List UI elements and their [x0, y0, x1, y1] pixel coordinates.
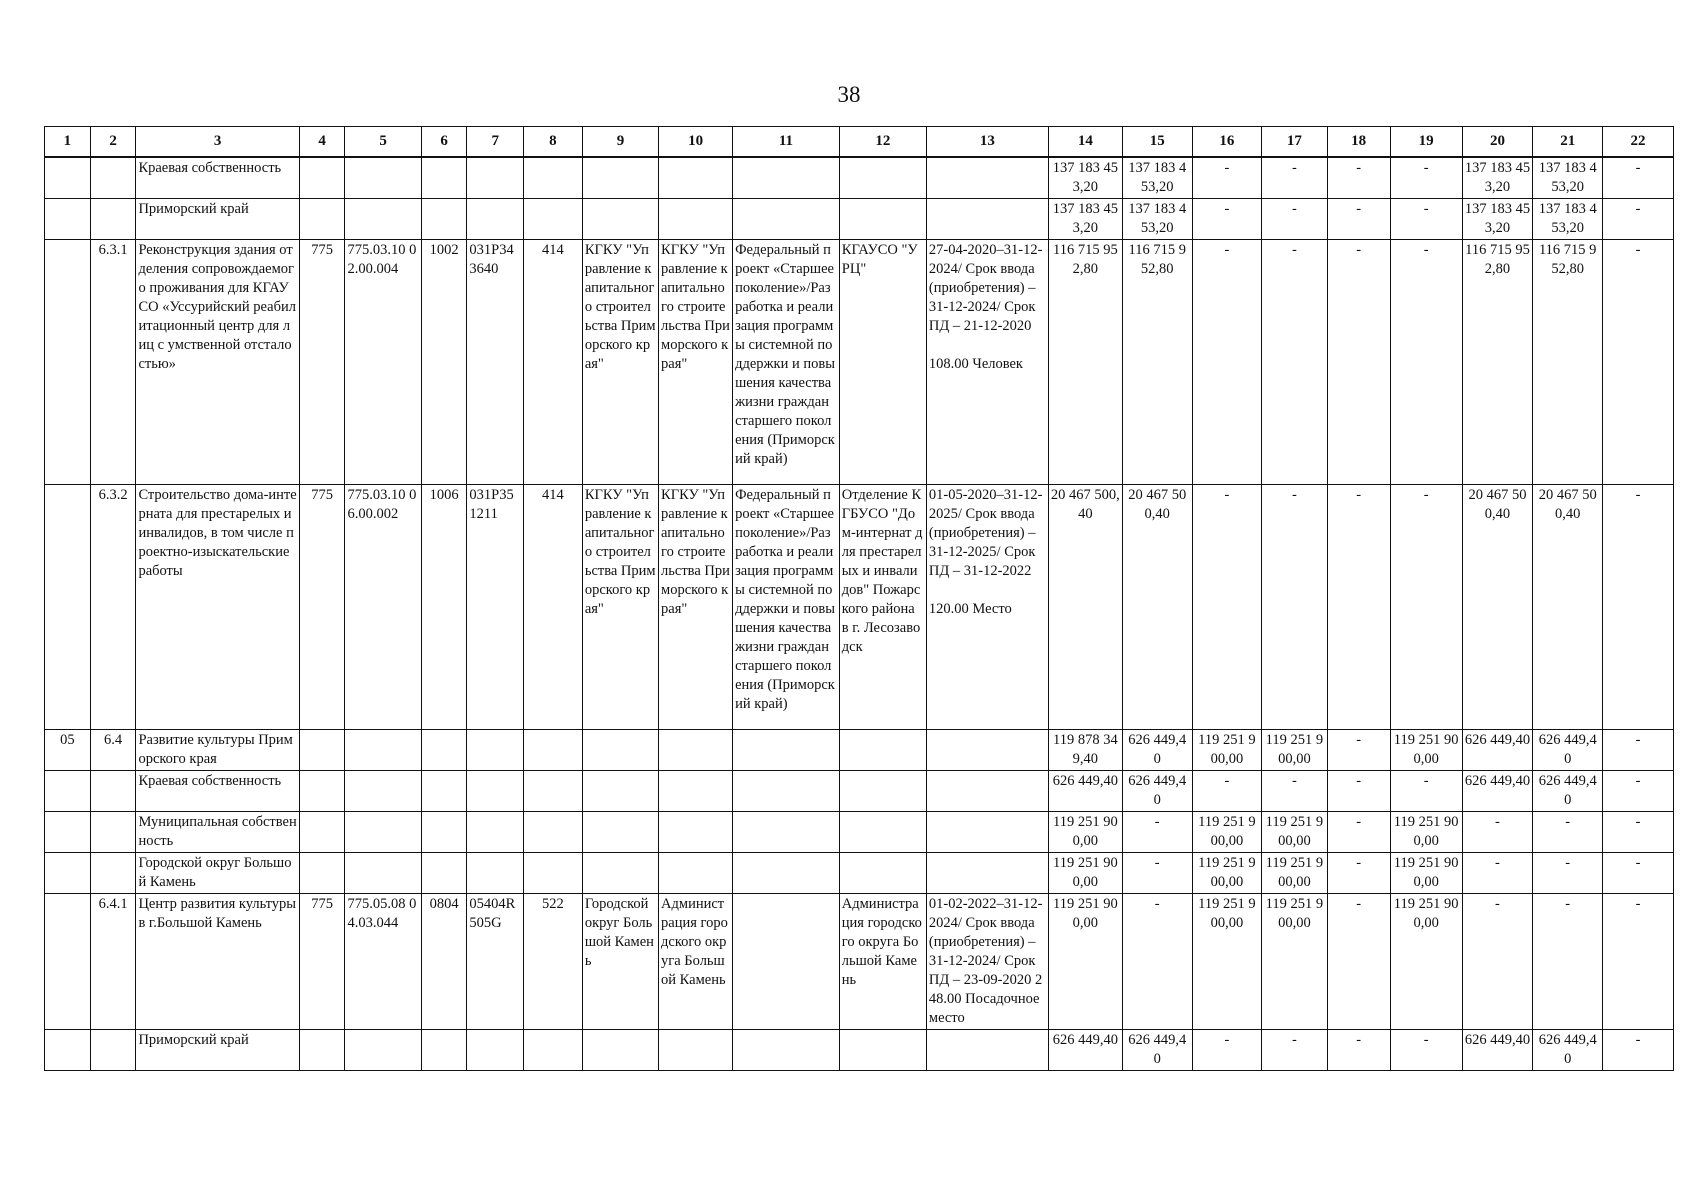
- table-cell: 626 449,40: [1122, 1030, 1192, 1071]
- table-cell: [659, 771, 733, 812]
- table-cell: -: [1327, 894, 1390, 1030]
- table-cell: -: [1327, 157, 1390, 199]
- column-header: 16: [1192, 127, 1262, 158]
- column-header: 4: [299, 127, 345, 158]
- table-cell: 119 251 900,00: [1048, 894, 1122, 1030]
- table-cell: [345, 771, 421, 812]
- table-cell: -: [1462, 894, 1533, 1030]
- table-cell: -: [1603, 771, 1674, 812]
- table-cell: 05404R 505G: [467, 894, 524, 1030]
- table-cell: [524, 157, 583, 199]
- table-cell: Городской округ Большой Камень: [582, 894, 658, 1030]
- table-cell: -: [1327, 812, 1390, 853]
- table-cell: [524, 771, 583, 812]
- table-cell: -: [1192, 1030, 1262, 1071]
- table-cell: -: [1327, 199, 1390, 240]
- table-cell: [659, 853, 733, 894]
- table-row: [45, 157, 1674, 199]
- table-cell: [733, 157, 840, 199]
- table-cell: [582, 771, 658, 812]
- table-cell: [467, 730, 524, 771]
- column-header: 7: [467, 127, 524, 158]
- table-cell: 01-02-2022–31-12-2024/ Срок ввода (приобретения) – 31-12-2024/ Срок ПД – 23-09-2020 248.00 Посадочное место: [926, 894, 1048, 1030]
- table-cell: [467, 1030, 524, 1071]
- table-cell: Центр развития культуры в г.Большой Камень: [136, 894, 299, 1030]
- table-cell: [926, 157, 1048, 199]
- column-header: 21: [1533, 127, 1603, 158]
- table-cell: Администрация городского округа Большой Камень: [839, 894, 926, 1030]
- table-cell: 775: [299, 485, 345, 730]
- table-cell: [421, 157, 467, 199]
- table-cell: 031P35 1211: [467, 485, 524, 730]
- table-cell: Приморский край: [136, 1030, 299, 1071]
- table-cell: -: [1603, 157, 1674, 199]
- table-row: [45, 240, 1674, 485]
- column-header: 22: [1603, 127, 1674, 158]
- table-cell: [524, 199, 583, 240]
- table-cell: [345, 730, 421, 771]
- column-header: 12: [839, 127, 926, 158]
- table-cell: [839, 199, 926, 240]
- table-cell: [90, 812, 136, 853]
- table-cell: 116 715 952,80: [1122, 240, 1192, 485]
- table-cell: -: [1192, 199, 1262, 240]
- table-cell: 137 183 453,20: [1122, 157, 1192, 199]
- table-cell: [299, 812, 345, 853]
- column-header: 9: [582, 127, 658, 158]
- table-cell: [926, 853, 1048, 894]
- column-header: 18: [1327, 127, 1390, 158]
- table-cell: 119 251 900,00: [1048, 812, 1122, 853]
- table-row: [45, 812, 1674, 853]
- table-cell: Федеральный проект «Старшее поколение»/Разработка и реализация программы системной поддержки и повышения качества жизни граждан старшего поколения (Приморский край): [733, 485, 840, 730]
- column-header: 17: [1262, 127, 1327, 158]
- data-table: [44, 126, 1674, 1071]
- column-header: 2: [90, 127, 136, 158]
- table-cell: Отделение КГБУСО "Дом-интернат для престарелых и инвалидов" Пожарского района в г. Лесозаводск: [839, 485, 926, 730]
- table-cell: 626 449,40: [1122, 730, 1192, 771]
- table-cell: 522: [524, 894, 583, 1030]
- table-cell: [90, 853, 136, 894]
- table-cell: [582, 157, 658, 199]
- table-cell: КГКУ "Управление капитального строительства Приморского края": [582, 485, 658, 730]
- table-cell: 626 449,40: [1533, 771, 1603, 812]
- table-cell: [421, 771, 467, 812]
- table-cell: Краевая собственность: [136, 157, 299, 199]
- table-cell: [524, 812, 583, 853]
- table-cell: [345, 157, 421, 199]
- table-cell: [733, 894, 840, 1030]
- table-cell: -: [1603, 853, 1674, 894]
- table-cell: 0804: [421, 894, 467, 1030]
- table-cell: 626 449,40: [1462, 730, 1533, 771]
- table-cell: [467, 157, 524, 199]
- table-cell: 116 715 952,80: [1048, 240, 1122, 485]
- table-cell: -: [1533, 812, 1603, 853]
- table-cell: -: [1262, 771, 1327, 812]
- table-cell: -: [1390, 240, 1462, 485]
- column-header: 10: [659, 127, 733, 158]
- table-cell: -: [1390, 771, 1462, 812]
- table-cell: [421, 1030, 467, 1071]
- table-cell: [524, 853, 583, 894]
- table-row: [45, 853, 1674, 894]
- table-cell: [659, 157, 733, 199]
- table-cell: 119 251 900,00: [1192, 894, 1262, 1030]
- table-cell: [90, 157, 136, 199]
- table-cell: 626 449,40: [1462, 1030, 1533, 1071]
- table-cell: [421, 730, 467, 771]
- table-row: [45, 771, 1674, 812]
- table-cell: -: [1603, 894, 1674, 1030]
- table-cell: [839, 157, 926, 199]
- table-cell: -: [1327, 730, 1390, 771]
- table-cell: [926, 771, 1048, 812]
- table-cell: КГКУ "Управление капитального строительства Приморского края": [659, 485, 733, 730]
- table-cell: 031P34 3640: [467, 240, 524, 485]
- table-cell: [299, 853, 345, 894]
- table-cell: [90, 1030, 136, 1071]
- table-cell: [582, 199, 658, 240]
- table-cell: -: [1533, 853, 1603, 894]
- table-cell: 775: [299, 240, 345, 485]
- table-cell: 27-04-2020–31-12-2024/ Срок ввода (приобретения) – 31-12-2024/ Срок ПД – 21-12-2020 108.00 Человек: [926, 240, 1048, 485]
- table-cell: 119 251 900,00: [1390, 730, 1462, 771]
- table-cell: 775.05.08 04.03.044: [345, 894, 421, 1030]
- table-cell: -: [1262, 240, 1327, 485]
- table-cell: [467, 199, 524, 240]
- table-cell: [926, 199, 1048, 240]
- column-header: 14: [1048, 127, 1122, 158]
- table-cell: -: [1192, 240, 1262, 485]
- table-cell: [839, 730, 926, 771]
- table-cell: -: [1462, 853, 1533, 894]
- table-cell: [659, 199, 733, 240]
- table-cell: [45, 240, 91, 485]
- table-cell: [299, 199, 345, 240]
- table-cell: [345, 199, 421, 240]
- table-cell: [421, 853, 467, 894]
- column-header: 8: [524, 127, 583, 158]
- column-header: 6: [421, 127, 467, 158]
- table-cell: [299, 771, 345, 812]
- table-cell: -: [1327, 771, 1390, 812]
- table-cell: 137 183 453,20: [1462, 199, 1533, 240]
- table-cell: [659, 730, 733, 771]
- table-cell: [524, 730, 583, 771]
- table-cell: [45, 812, 91, 853]
- table-cell: [582, 730, 658, 771]
- table-row: [45, 485, 1674, 730]
- table-cell: 626 449,40: [1462, 771, 1533, 812]
- table-cell: -: [1327, 485, 1390, 730]
- table-cell: [421, 812, 467, 853]
- table-cell: 6.4.1: [90, 894, 136, 1030]
- table-cell: Строительство дома-интерната для престарелых и инвалидов, в том числе проектно-изыскательские работы: [136, 485, 299, 730]
- table-cell: Краевая собственность: [136, 771, 299, 812]
- table-cell: Федеральный проект «Старшее поколение»/Разработка и реализация программы системной поддержки и повышения качества жизни граждан старшего поколения (Приморский край): [733, 240, 840, 485]
- table-cell: 626 449,40: [1533, 730, 1603, 771]
- table-cell: 137 183 453,20: [1462, 157, 1533, 199]
- table-cell: [467, 771, 524, 812]
- table-cell: -: [1390, 485, 1462, 730]
- table-cell: [45, 1030, 91, 1071]
- table-cell: [345, 853, 421, 894]
- table-cell: 775: [299, 894, 345, 1030]
- column-header: 13: [926, 127, 1048, 158]
- table-cell: 01-05-2020–31-12-2025/ Срок ввода (приобретения) – 31-12-2025/ Срок ПД – 31-12-2022 120.00 Место: [926, 485, 1048, 730]
- table-row: [45, 894, 1674, 1030]
- table-cell: 05: [45, 730, 91, 771]
- table-cell: [839, 853, 926, 894]
- table-cell: [45, 485, 91, 730]
- table-cell: [299, 1030, 345, 1071]
- table-cell: 119 251 900,00: [1192, 812, 1262, 853]
- table-cell: [345, 812, 421, 853]
- table-cell: -: [1533, 894, 1603, 1030]
- table-cell: -: [1390, 1030, 1462, 1071]
- table-cell: 626 449,40: [1533, 1030, 1603, 1071]
- table-cell: КГКУ "Управление капитального строительства Приморского края": [582, 240, 658, 485]
- table-cell: Развитие культуры Приморского края: [136, 730, 299, 771]
- table-cell: 137 183 453,20: [1122, 199, 1192, 240]
- table-cell: [733, 1030, 840, 1071]
- table-cell: 119 251 900,00: [1262, 894, 1327, 1030]
- table-cell: [839, 812, 926, 853]
- table-cell: 119 251 900,00: [1390, 894, 1462, 1030]
- column-header: 20: [1462, 127, 1533, 158]
- table-cell: -: [1603, 240, 1674, 485]
- table-cell: [299, 157, 345, 199]
- table-cell: -: [1192, 485, 1262, 730]
- table-cell: 1006: [421, 485, 467, 730]
- table-cell: [90, 771, 136, 812]
- table-cell: -: [1122, 894, 1192, 1030]
- table-cell: -: [1262, 157, 1327, 199]
- table-cell: Администрация городского округа Большой Камень: [659, 894, 733, 1030]
- table-cell: Городской округ Большой Камень: [136, 853, 299, 894]
- table-cell: [45, 199, 91, 240]
- table-cell: Реконструкция здания отделения сопровождаемого проживания для КГАУСО «Уссурийский реабилитационный центр для лиц с умственной отсталостью»: [136, 240, 299, 485]
- table-cell: -: [1122, 853, 1192, 894]
- table-cell: [467, 812, 524, 853]
- table-cell: 119 251 900,00: [1262, 812, 1327, 853]
- table-cell: [299, 730, 345, 771]
- table-cell: -: [1327, 1030, 1390, 1071]
- column-header: 1: [45, 127, 91, 158]
- table-cell: -: [1327, 853, 1390, 894]
- table-cell: 626 449,40: [1048, 771, 1122, 812]
- table-cell: [733, 730, 840, 771]
- table-cell: 6.3.2: [90, 485, 136, 730]
- table-cell: 137 183 453,20: [1533, 199, 1603, 240]
- column-header: 15: [1122, 127, 1192, 158]
- table-cell: -: [1603, 812, 1674, 853]
- table-cell: Приморский край: [136, 199, 299, 240]
- table-cell: 137 183 453,20: [1048, 157, 1122, 199]
- table-cell: -: [1262, 1030, 1327, 1071]
- table-row: [45, 199, 1674, 240]
- table-cell: 119 878 349,40: [1048, 730, 1122, 771]
- table-cell: -: [1603, 485, 1674, 730]
- table-cell: 775.03.10 06.00.002: [345, 485, 421, 730]
- table-cell: [421, 199, 467, 240]
- table-cell: 6.4: [90, 730, 136, 771]
- table-cell: 414: [524, 485, 583, 730]
- table-cell: [345, 1030, 421, 1071]
- table-cell: [733, 812, 840, 853]
- table-cell: 6.3.1: [90, 240, 136, 485]
- table-cell: -: [1262, 199, 1327, 240]
- table-cell: -: [1192, 771, 1262, 812]
- table-cell: -: [1327, 240, 1390, 485]
- table-cell: 1002: [421, 240, 467, 485]
- table-cell: [659, 1030, 733, 1071]
- table-cell: [926, 730, 1048, 771]
- table-cell: 119 251 900,00: [1390, 853, 1462, 894]
- table-cell: [45, 853, 91, 894]
- table-cell: -: [1462, 812, 1533, 853]
- table-cell: 119 251 900,00: [1192, 853, 1262, 894]
- table-cell: 20 467 500,40: [1048, 485, 1122, 730]
- table-cell: [926, 812, 1048, 853]
- table-cell: [659, 812, 733, 853]
- table-cell: 20 467 500,40: [1122, 485, 1192, 730]
- table-cell: Муниципальная собственность: [136, 812, 299, 853]
- column-header: 11: [733, 127, 840, 158]
- table-cell: [839, 1030, 926, 1071]
- table-cell: -: [1390, 199, 1462, 240]
- table-cell: [582, 1030, 658, 1071]
- table-cell: [45, 157, 91, 199]
- table-cell: [582, 812, 658, 853]
- table-cell: [524, 1030, 583, 1071]
- table-cell: 20 467 500,40: [1462, 485, 1533, 730]
- table-cell: -: [1603, 1030, 1674, 1071]
- table-cell: [839, 771, 926, 812]
- table-cell: 119 251 900,00: [1262, 730, 1327, 771]
- table-cell: -: [1603, 199, 1674, 240]
- table-cell: КГКУ "Управление капитального строительства Приморского края": [659, 240, 733, 485]
- column-header: 3: [136, 127, 299, 158]
- table-cell: 775.03.10 02.00.004: [345, 240, 421, 485]
- header-row: [45, 127, 1674, 158]
- column-header: 19: [1390, 127, 1462, 158]
- table-cell: 414: [524, 240, 583, 485]
- table-cell: 119 251 900,00: [1048, 853, 1122, 894]
- page-number: 38: [837, 82, 861, 107]
- table-cell: 626 449,40: [1122, 771, 1192, 812]
- table-cell: [467, 853, 524, 894]
- table-cell: 137 183 453,20: [1048, 199, 1122, 240]
- table-row: [45, 730, 1674, 771]
- table-cell: [90, 199, 136, 240]
- table-cell: 137 183 453,20: [1533, 157, 1603, 199]
- table-cell: 20 467 500,40: [1533, 485, 1603, 730]
- table-cell: [926, 1030, 1048, 1071]
- table-cell: 116 715 952,80: [1533, 240, 1603, 485]
- table-cell: [582, 853, 658, 894]
- table-cell: -: [1192, 157, 1262, 199]
- table-cell: 116 715 952,80: [1462, 240, 1533, 485]
- table-cell: [45, 771, 91, 812]
- table-cell: [45, 894, 91, 1030]
- table-cell: [733, 853, 840, 894]
- table-cell: -: [1603, 730, 1674, 771]
- table-cell: -: [1122, 812, 1192, 853]
- table-cell: -: [1390, 157, 1462, 199]
- table-cell: КГАУСО "УРЦ": [839, 240, 926, 485]
- column-header: 5: [345, 127, 421, 158]
- table-cell: -: [1262, 485, 1327, 730]
- table-cell: [733, 199, 840, 240]
- table-cell: [733, 771, 840, 812]
- table-row: [45, 1030, 1674, 1071]
- table-cell: 119 251 900,00: [1192, 730, 1262, 771]
- table-cell: 626 449,40: [1048, 1030, 1122, 1071]
- table-cell: 119 251 900,00: [1390, 812, 1462, 853]
- table-cell: 119 251 900,00: [1262, 853, 1327, 894]
